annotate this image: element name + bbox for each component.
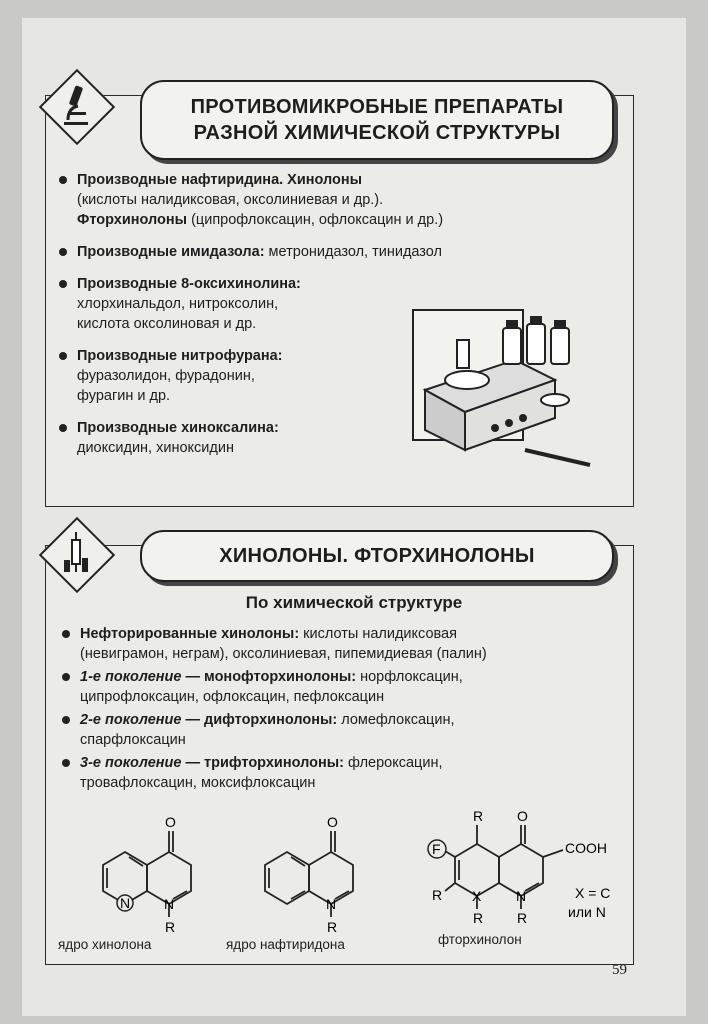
structure-label-naphthyridone: ядро нафтиридона <box>226 937 345 952</box>
item-text: (кислоты налидиксовая, оксолиниевая и др.). <box>77 192 384 208</box>
atom-r: R <box>473 910 484 926</box>
list-item <box>60 710 620 750</box>
atom-o: O <box>165 814 176 830</box>
item-heading: Производные нитрофурана: <box>77 348 283 364</box>
item-heading: Производные хиноксалина: <box>77 420 279 436</box>
page-number: 59 <box>612 962 627 978</box>
item-text: ломефлоксацин, <box>337 712 455 728</box>
atom-r: R <box>473 808 484 824</box>
section1-title-line2: РАЗНОЙ ХИМИЧЕСКОЙ СТРУКТУРЫ <box>193 122 561 144</box>
item-text: норфлоксацин, <box>356 669 463 685</box>
bullet-icon <box>59 176 67 184</box>
microscope-icon <box>54 82 98 128</box>
structure-label-fluoroquinolone: фторхинолон <box>438 932 522 947</box>
list-item <box>60 667 620 707</box>
atom-x: X <box>472 888 482 904</box>
list-item <box>55 242 575 262</box>
bullet-icon <box>59 352 67 360</box>
atom-n: N <box>120 895 131 911</box>
bullet-icon <box>62 630 70 638</box>
item-heading: трифторхинолоны: <box>200 755 344 771</box>
x-note-line2: или N <box>568 904 606 920</box>
naphthyridone-core-structure <box>265 831 353 917</box>
x-note-line1: X = C <box>575 885 611 901</box>
list-item <box>55 170 575 230</box>
item-heading: Фторхинолоны <box>77 212 188 228</box>
section2-subheading: По химической структуре <box>245 593 463 612</box>
item-text: фурагин и др. <box>77 388 171 404</box>
item-heading: Производные имидазола: <box>77 244 265 260</box>
section2-list <box>60 624 620 796</box>
generation-label: 3-е поколение — <box>80 755 201 771</box>
section2-title <box>140 530 614 582</box>
section1-diamond <box>40 70 112 142</box>
item-text: хлорхинальдол, нитроксолин, <box>77 296 279 312</box>
item-text: флероксацин, <box>343 755 443 771</box>
section2-diamond <box>40 518 112 590</box>
atom-f: F <box>432 841 441 857</box>
bullet-icon <box>62 759 70 767</box>
item-text: (невиграмон, неграм), оксолиниевая, пипемидиевая (палин) <box>80 646 487 662</box>
syringe-icon <box>54 530 98 576</box>
section1-title <box>140 80 614 160</box>
fluoroquinolone-structure <box>445 825 563 909</box>
item-text: фуразолидон, фурадонин, <box>77 368 255 384</box>
item-text: (ципрофлоксацин, офлоксацин и др.) <box>187 212 444 228</box>
item-text: кислота оксолиновая и др. <box>77 316 257 332</box>
item-text: диоксидин, хиноксидин <box>77 440 234 456</box>
generation-label: 1-е поколение — <box>80 669 201 685</box>
section1-title-line1: ПРОТИВОМИКРОБНЫЕ ПРЕПАРАТЫ <box>190 96 564 118</box>
bullet-icon <box>59 248 67 256</box>
atom-o: O <box>327 814 338 830</box>
atom-r: R <box>432 887 443 903</box>
item-heading: дифторхинолоны: <box>200 712 338 728</box>
atom-n: N <box>326 896 337 912</box>
generation-label: 2-е поколение — <box>80 712 201 728</box>
quinolone-core-structure <box>103 831 191 917</box>
atom-n: N <box>164 896 175 912</box>
lab-equipment-illustration <box>405 300 605 480</box>
bullet-icon <box>62 673 70 681</box>
section2-title-text: ХИНОЛОНЫ. ФТОРХИНОЛОНЫ <box>219 544 535 567</box>
atom-o: O <box>517 808 528 824</box>
item-text: метронидазол, тинидазол <box>264 244 443 260</box>
item-text: спарфлоксацин <box>80 732 186 748</box>
atom-r: R <box>327 919 338 935</box>
cooh-group: COOH <box>565 840 607 856</box>
atom-r: R <box>517 910 528 926</box>
item-heading: Производные нафтиридина. Хинолоны <box>77 172 363 188</box>
bullet-icon <box>59 280 67 288</box>
item-text: ципрофлоксацин, офлоксацин, пефлоксацин <box>80 689 385 705</box>
item-text: тровафлоксацин, моксифлоксацин <box>80 775 316 791</box>
list-item <box>60 624 620 664</box>
bullet-icon <box>62 716 70 724</box>
item-text: кислоты налидиксовая <box>299 626 457 642</box>
bullet-icon <box>59 424 67 432</box>
item-heading: монофторхинолоны: <box>200 669 357 685</box>
list-item <box>60 753 620 793</box>
structure-label-quinolone: ядро хинолона <box>58 937 152 952</box>
atom-r: R <box>165 919 176 935</box>
item-heading: Нефторированные хинолоны: <box>80 626 300 642</box>
item-heading: Производные 8-оксихинолина: <box>77 276 301 292</box>
atom-n: N <box>516 888 527 904</box>
